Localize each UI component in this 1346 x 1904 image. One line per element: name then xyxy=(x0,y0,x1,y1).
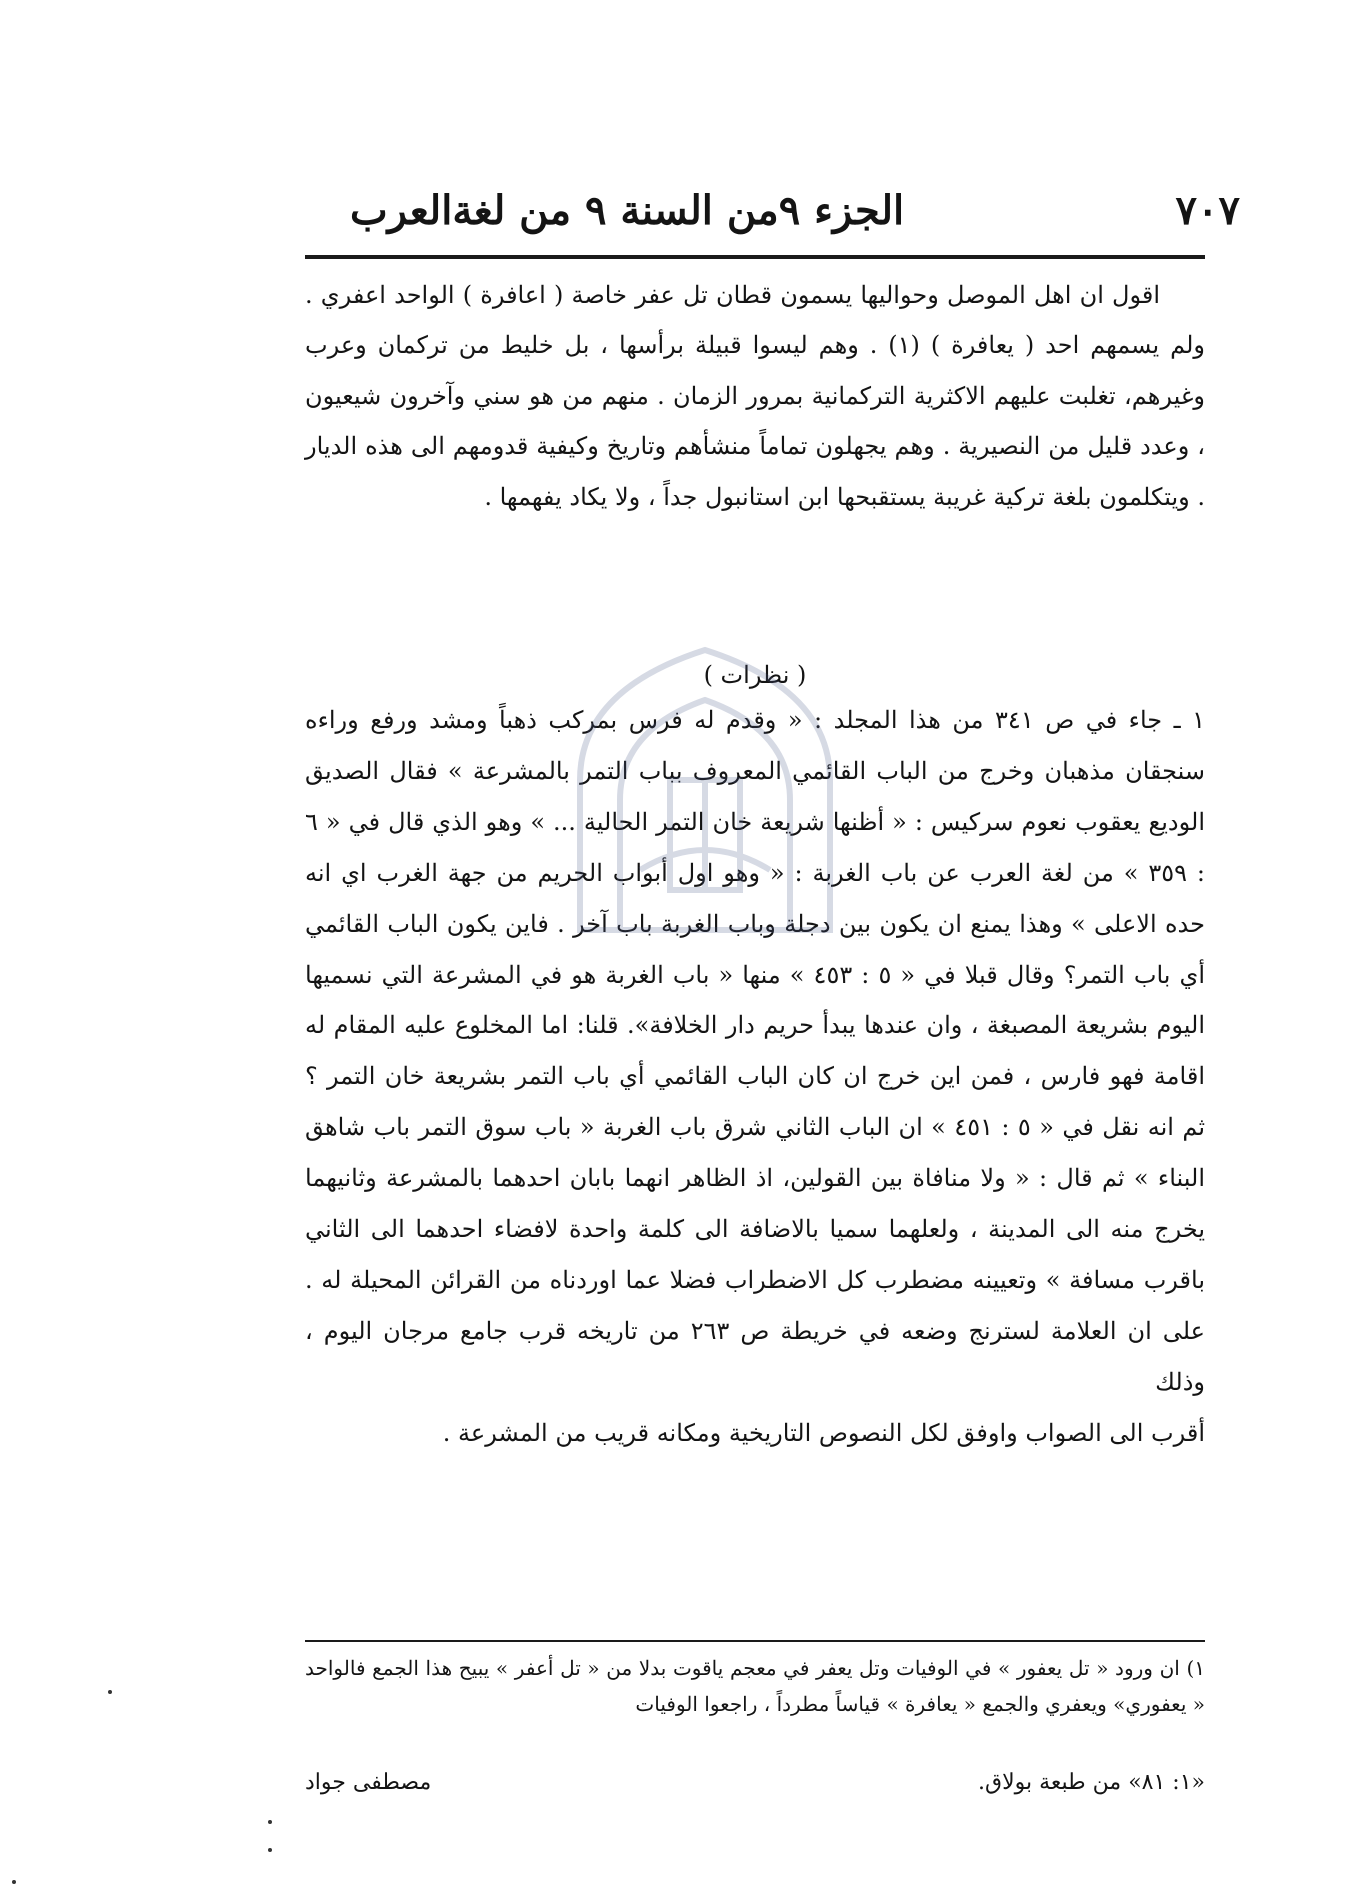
section-last-line: أقرب الى الصواب واوفق لكل النصوص التاريخية ومكانه قريب من المشرعة . xyxy=(442,1418,1205,1447)
footnote-citation: «١: ٨١» من طبعة بولاق. xyxy=(978,1769,1205,1795)
header-rule xyxy=(305,255,1205,259)
intro-paragraph: اقول ان اهل الموصل وحواليها يسمون قطان تل عفر خاصة ( اعافرة ) الواحد اعفري . ولم يسمهم احد ( يعافرة ) (١) . وهم ليسوا قبيلة برأسها ، بل خليط من تركمان وعرب وغيرهم، تغلبت عليهم الاكثرية التركمانية بمرور الزمان . منهم من هو سني وآخرون شيعيون ، وعدد قليل من النصيرية . وهم يجهلون تماماً منشأهم وتاريخ وكيفية قدومهم الى هذه الديار . ويتكلمون بلغة تركية غريبة يستقبحها ابن استانبول جداً ، ولا يكاد يفهمها . xyxy=(305,281,1205,511)
author-signature: مصطفى جواد xyxy=(305,1769,432,1795)
scan-speck xyxy=(108,1690,112,1694)
section-paragraph: ١ ـ جاء في ص ٣٤١ من هذا المجلد : « وقدم له فرس بمركب ذهباً ومشد ورفع وراءه سنجقان مذهبان وخرج من الباب القائمي المعروف بباب التمر بالمشرعة » فقال الصديق الوديع يعقوب نعوم سركيس : « أظنها شريعة خان التمر الحالية ... » وهو الذي قال في « ٦ : ٣٥٩ » من لغة العرب عن باب الغربة : « وهو اول أبواب الحريم من جهة الغرب اي انه حده الاعلى » وهذا يمنع ان يكون بين دجلة وباب الغربة باب آخر . فاين يكون الباب القائمي أي باب التمر؟ وقال قبلا في « ٥ : ٤٥٣ » منها « باب الغربة هو في المشرعة التي نسميها اليوم بشريعة المصبغة ، وان عندها يبدأ حريم دار الخلافة». قلنا: اما المخلوع عليه المقام له اقامة فهو فارس ، فمن اين خرج ان كان الباب القائمي أي باب التمر بشريعة خان التمر ؟ ثم انه نقل في « ٥ : ٤٥١ » ان الباب الثاني شرق باب الغربة « باب سوق التمر باب شاهق البناء » ثم قال : « ولا منافاة بين القولين، اذ الظاهر انهما بابان احدهما بالمشرعة وثانيهما يخرج منه الى المدينة ، ولعلهما سميا بالاضافة الى كلمة واحدة لافضاء احدهما الى الثاني باقرب مسافة » وتعيينه مضطرب كل الاضطراب فضلا عما اوردناه من القرائن المحيلة له . على ان العلامة لسترنج وضعه في خريطة ص ٢٦٣ من تاريخه قرب جامع مرجان اليوم ، وذلك xyxy=(305,706,1206,1396)
running-title: الجزء ٩من السنة ٩ من لغةالعرب xyxy=(350,186,905,234)
page-number: ٧٠٧ xyxy=(1175,186,1240,234)
footnote-signature-row xyxy=(305,1762,1205,1802)
intro-paragraph-block xyxy=(305,270,1205,522)
scan-speck xyxy=(268,1848,272,1852)
library-seal-icon xyxy=(540,630,870,960)
section-heading: ( نظرات ) xyxy=(703,661,807,689)
page-header xyxy=(350,175,1240,245)
scan-speck xyxy=(268,1820,272,1824)
footnote-text: ١) ان ورود « تل يعفور » في الوفيات وتل يعفر في معجم ياقوت بدلا من « تل أعفر » يبيح هذا الجمع فالواحد « يعفوري» ويعفري والجمع « يعافرة » قياساً مطرداً ، راجعوا الوفيات xyxy=(305,1656,1205,1716)
footnote xyxy=(305,1650,1205,1722)
scan-speck xyxy=(12,1880,16,1884)
footnote-rule xyxy=(305,1640,1205,1642)
